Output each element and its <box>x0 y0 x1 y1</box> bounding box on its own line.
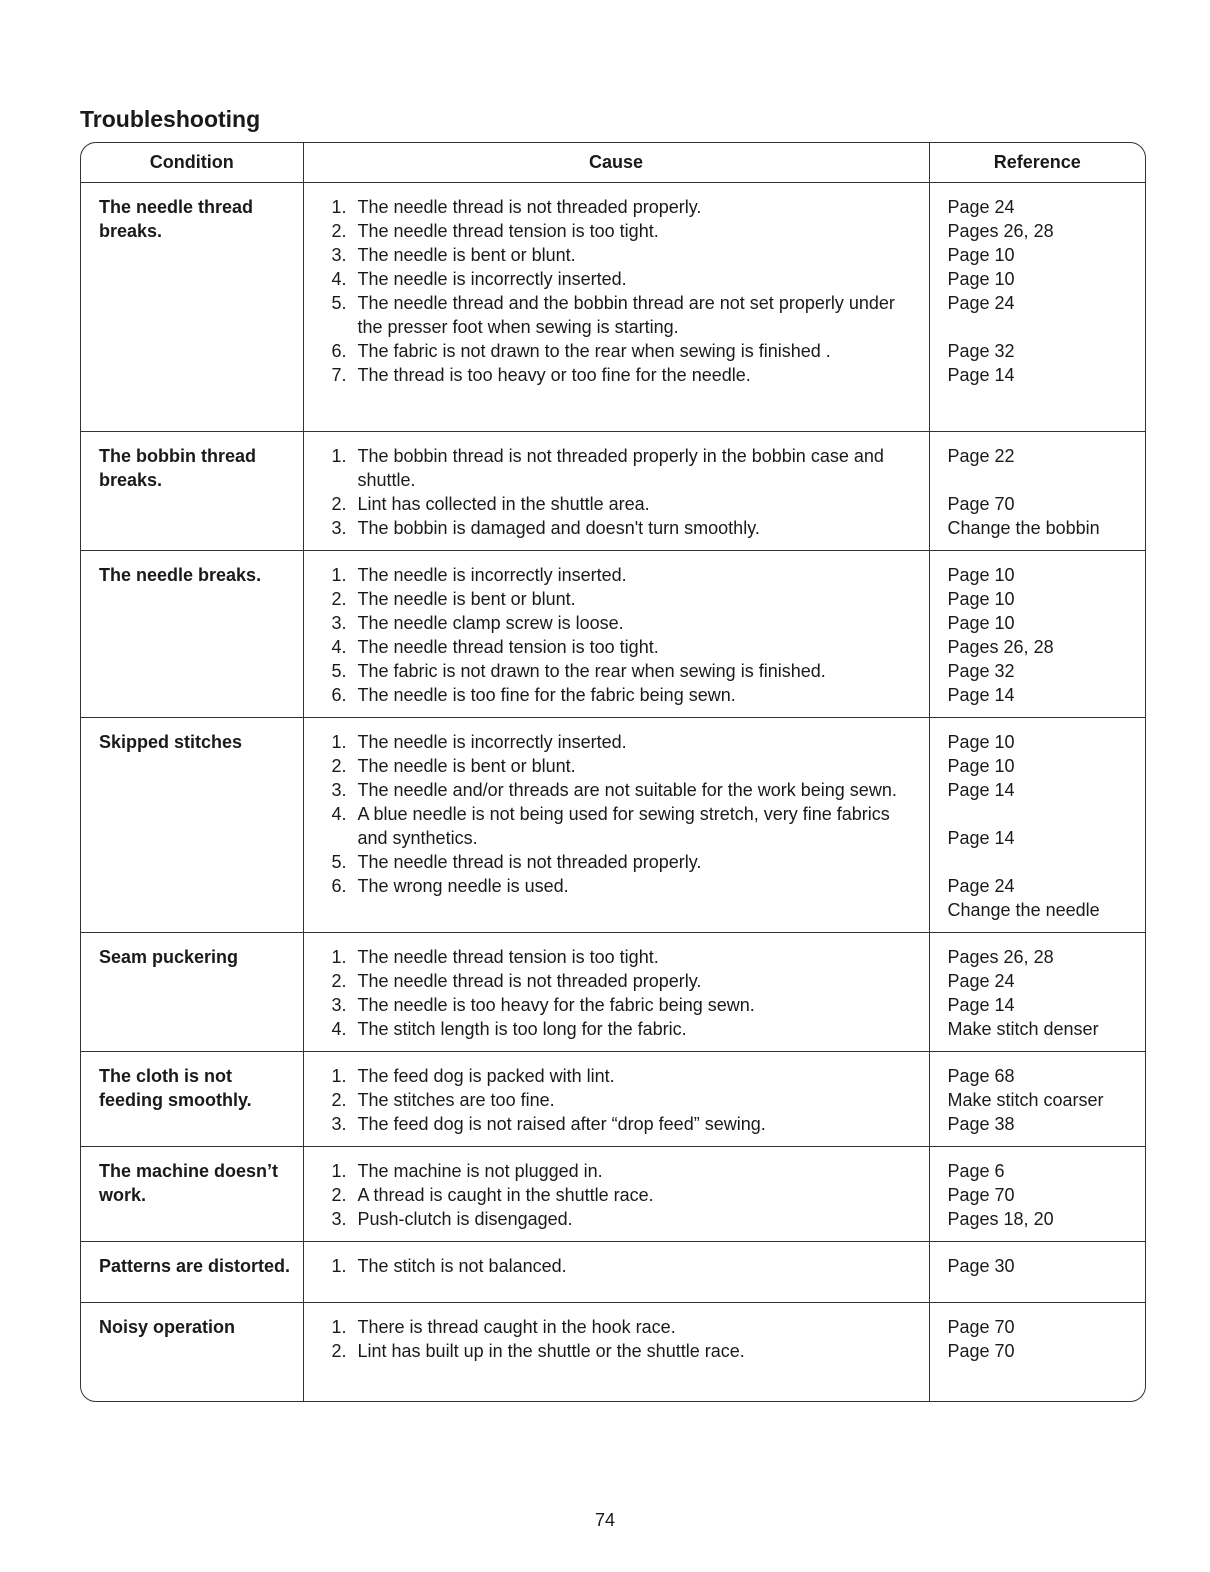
cause-item <box>304 1088 929 1112</box>
cause-text: The needle thread tension is too tight. <box>357 947 659 967</box>
cause-cell <box>303 933 929 1052</box>
cause-number: 3. <box>331 1114 347 1134</box>
cause-item <box>304 339 929 363</box>
reference-item <box>948 468 1146 492</box>
cause-list <box>304 1159 929 1231</box>
cause-list <box>304 1064 929 1136</box>
reference-cell <box>929 718 1145 933</box>
condition-cell: The needle breaks. <box>81 551 303 718</box>
table-row <box>81 1242 1145 1303</box>
cause-item <box>304 363 929 387</box>
reference-item: Page 10 <box>947 269 1015 289</box>
reference-item <box>948 315 1146 339</box>
cause-item <box>304 1112 929 1136</box>
cause-number: 2. <box>331 1090 347 1110</box>
cause-number: 2. <box>331 1341 347 1361</box>
table-row <box>81 933 1145 1052</box>
cause-text: The needle thread tension is too tight. <box>357 637 659 657</box>
cause-text: The stitches are too fine. <box>357 1090 555 1110</box>
page-number: 74 <box>594 1510 616 1530</box>
cause-text: The wrong needle is used. <box>357 876 569 896</box>
cause-text: The feed dog is not raised after “drop feed” sewing. <box>357 1114 766 1134</box>
cause-number: 7. <box>331 365 347 385</box>
cause-text: Lint has built up in the shuttle or the shuttle race. <box>357 1341 745 1361</box>
reference-item: Page 24 <box>947 197 1015 217</box>
cause-number: 4. <box>331 804 347 824</box>
reference-item: Pages 26, 28 <box>947 221 1054 241</box>
cause-number: 5. <box>331 852 347 872</box>
cause-item <box>304 635 929 659</box>
reference-cell <box>929 1303 1145 1402</box>
cause-number: 4. <box>331 637 347 657</box>
cause-item <box>304 219 929 243</box>
table-body <box>81 183 1145 1402</box>
reference-item: Page 10 <box>947 756 1015 776</box>
reference-item: Pages 26, 28 <box>947 947 1054 967</box>
cause-number: 1. <box>331 446 347 466</box>
cause-number: 1. <box>331 565 347 585</box>
cause-item <box>304 492 929 516</box>
reference-cell <box>929 1052 1145 1147</box>
cause-cell <box>303 1052 929 1147</box>
cause-list <box>304 444 929 540</box>
reference-item: Pages 26, 28 <box>947 637 1054 657</box>
reference-item: Page 38 <box>947 1114 1015 1134</box>
cause-text: The needle is incorrectly inserted. <box>357 269 627 289</box>
reference-item: Page 70 <box>947 1341 1015 1361</box>
cause-number: 4. <box>331 1019 347 1039</box>
reference-item: Page 10 <box>947 732 1015 752</box>
cause-number: 1. <box>331 197 347 217</box>
reference-item: Page 24 <box>947 876 1015 896</box>
reference-cell <box>929 1147 1145 1242</box>
cause-item <box>304 1064 929 1088</box>
page-title: Troubleshooting <box>80 106 261 132</box>
cause-item <box>304 778 929 802</box>
cause-text: Lint has collected in the shuttle area. <box>357 494 650 514</box>
reference-item: Page 22 <box>947 446 1015 466</box>
cause-text: Push-clutch is disengaged. <box>357 1209 573 1229</box>
cause-number: 2. <box>331 1185 347 1205</box>
cause-cell <box>303 1147 929 1242</box>
cause-text: The needle is bent or blunt. <box>357 589 576 609</box>
reference-item: Page 70 <box>947 1317 1015 1337</box>
cause-item <box>304 243 929 267</box>
cause-list <box>304 1315 929 1363</box>
table-row <box>81 1147 1145 1242</box>
cause-item <box>304 802 929 850</box>
reference-item: Page 14 <box>947 995 1015 1015</box>
cause-number: 3. <box>331 518 347 538</box>
reference-item: Change the needle <box>947 900 1100 920</box>
table-row <box>81 432 1145 551</box>
cause-item <box>304 1254 929 1278</box>
reference-cell <box>929 432 1145 551</box>
cause-cell <box>303 1303 929 1402</box>
cause-header: Cause <box>303 143 929 183</box>
cause-cell <box>303 718 929 933</box>
cause-item <box>304 1207 929 1231</box>
cause-text: The fabric is not drawn to the rear when sewing is finished. <box>357 661 826 681</box>
cause-item <box>304 850 929 874</box>
condition-cell: Noisy operation <box>81 1303 303 1402</box>
table-row <box>81 718 1145 933</box>
cause-number: 3. <box>331 995 347 1015</box>
cause-number: 6. <box>331 685 347 705</box>
cause-text: The feed dog is packed with lint. <box>357 1066 615 1086</box>
cause-number: 5. <box>331 293 347 313</box>
cause-text: The needle thread is not threaded properly. <box>357 197 702 217</box>
cause-item <box>304 754 929 778</box>
cause-cell <box>303 183 929 432</box>
cause-cell <box>303 1242 929 1303</box>
reference-cell <box>929 183 1145 432</box>
cause-item <box>304 969 929 993</box>
cause-text: The machine is not plugged in. <box>357 1161 603 1181</box>
reference-item: Page 10 <box>947 613 1015 633</box>
reference-item: Page 70 <box>947 494 1015 514</box>
cause-text: The needle thread and the bobbin thread are not set properly under the presser foot when sewing is starting. <box>357 293 895 337</box>
cause-text: The needle is incorrectly inserted. <box>357 565 627 585</box>
cause-number: 1. <box>331 732 347 752</box>
table-row <box>81 1052 1145 1147</box>
condition-cell: Patterns are distorted. <box>81 1242 303 1303</box>
reference-item: Make stitch denser <box>947 1019 1099 1039</box>
cause-item <box>304 1339 929 1363</box>
cause-item <box>304 563 929 587</box>
cause-number: 2. <box>331 494 347 514</box>
reference-item: Make stitch coarser <box>947 1090 1104 1110</box>
cause-item <box>304 611 929 635</box>
cause-text: The needle thread is not threaded properly. <box>357 852 702 872</box>
cause-number: 1. <box>331 947 347 967</box>
cause-text: The needle and/or threads are not suitable for the work being sewn. <box>357 780 897 800</box>
reference-item: Page 24 <box>947 293 1015 313</box>
reference-cell <box>929 551 1145 718</box>
reference-item: Page 10 <box>947 589 1015 609</box>
cause-text: The needle thread tension is too tight. <box>357 221 659 241</box>
cause-list <box>304 730 929 898</box>
cause-item <box>304 659 929 683</box>
cause-number: 1. <box>331 1066 347 1086</box>
reference-cell <box>929 933 1145 1052</box>
cause-item <box>304 267 929 291</box>
cause-text: The needle is too heavy for the fabric being sewn. <box>357 995 755 1015</box>
cause-text: The needle is incorrectly inserted. <box>357 732 627 752</box>
cause-number: 3. <box>331 245 347 265</box>
cause-item <box>304 516 929 540</box>
condition-cell: The bobbin thread breaks. <box>81 432 303 551</box>
reference-header: Reference <box>929 143 1145 183</box>
reference-item: Page 10 <box>947 565 1015 585</box>
cause-text: There is thread caught in the hook race. <box>357 1317 676 1337</box>
cause-list <box>304 563 929 707</box>
reference-item: Page 32 <box>947 661 1015 681</box>
cause-number: 3. <box>331 613 347 633</box>
reference-item: Page 14 <box>947 780 1015 800</box>
cause-text: A thread is caught in the shuttle race. <box>357 1185 654 1205</box>
cause-text: The stitch is not balanced. <box>357 1256 567 1276</box>
reference-item: Pages 18, 20 <box>947 1209 1054 1229</box>
cause-number: 2. <box>331 756 347 776</box>
table-header-row <box>81 143 1145 183</box>
condition-cell: The needle thread breaks. <box>99 197 254 241</box>
reference-item: Page 24 <box>947 971 1015 991</box>
cause-number: 1. <box>331 1256 347 1276</box>
cause-item <box>304 1017 929 1041</box>
cause-text: The needle is bent or blunt. <box>357 756 576 776</box>
cause-number: 6. <box>331 341 347 361</box>
reference-item: Page 14 <box>947 365 1015 385</box>
cause-text: The bobbin thread is not threaded properly in the bobbin case and shuttle. <box>357 446 884 490</box>
reference-item: Page 14 <box>947 685 1015 705</box>
cause-number: 2. <box>331 221 347 241</box>
condition-cell: The cloth is not feeding smoothly. <box>81 1052 303 1147</box>
reference-item: Page 14 <box>947 828 1015 848</box>
reference-item <box>948 802 1146 826</box>
cause-number: 2. <box>331 971 347 991</box>
cause-item <box>304 993 929 1017</box>
cause-cell <box>303 551 929 718</box>
cause-cell <box>303 432 929 551</box>
condition-cell: Skipped stitches <box>81 718 303 933</box>
cause-text: The stitch length is too long for the fabric. <box>357 1019 687 1039</box>
reference-item: Page 68 <box>947 1066 1015 1086</box>
reference-item: Page 70 <box>947 1185 1015 1205</box>
cause-number: 3. <box>331 1209 347 1229</box>
cause-item <box>304 444 929 492</box>
cause-text: The needle is too fine for the fabric being sewn. <box>357 685 736 705</box>
condition-cell: Seam puckering <box>81 933 303 1052</box>
cause-number: 1. <box>331 1161 347 1181</box>
cause-list <box>304 195 929 387</box>
cause-item <box>304 874 929 898</box>
table-row <box>81 1303 1145 1402</box>
cause-item <box>304 1183 929 1207</box>
cause-text: A blue needle is not being used for sewing stretch, very fine fabrics and synthetics. <box>357 804 890 848</box>
cause-list <box>304 945 929 1041</box>
cause-item <box>304 1159 929 1183</box>
cause-text: The needle thread is not threaded properly. <box>357 971 702 991</box>
cause-text: The needle is bent or blunt. <box>357 245 576 265</box>
reference-item: Page 10 <box>947 245 1015 265</box>
cause-item <box>304 683 929 707</box>
reference-item <box>948 850 1146 874</box>
reference-cell <box>929 1242 1145 1303</box>
cause-number: 2. <box>331 589 347 609</box>
condition-cell: The machine doesn’t work. <box>81 1147 303 1242</box>
reference-item: Page 32 <box>947 341 1015 361</box>
cause-text: The thread is too heavy or too fine for the needle. <box>357 365 751 385</box>
cause-item <box>304 291 929 339</box>
cause-text: The fabric is not drawn to the rear when sewing is finished . <box>357 341 831 361</box>
cause-number: 1. <box>331 1317 347 1337</box>
cause-text: The bobbin is damaged and doesn't turn smoothly. <box>357 518 760 538</box>
table-row <box>81 551 1145 718</box>
cause-number: 3. <box>331 780 347 800</box>
troubleshooting-table <box>80 142 1146 1402</box>
cause-item <box>304 1315 929 1339</box>
cause-text: The needle clamp screw is loose. <box>357 613 624 633</box>
reference-item: Page 6 <box>947 1161 1005 1181</box>
cause-item <box>304 587 929 611</box>
cause-number: 6. <box>331 876 347 896</box>
cause-list <box>304 1254 929 1278</box>
cause-number: 5. <box>331 661 347 681</box>
cause-item <box>304 730 929 754</box>
cause-item <box>304 945 929 969</box>
table-row <box>81 183 1145 432</box>
cause-item <box>304 195 929 219</box>
cause-number: 4. <box>331 269 347 289</box>
reference-item: Change the bobbin <box>947 518 1100 538</box>
reference-item: Page 30 <box>947 1256 1015 1276</box>
condition-header: Condition <box>81 143 303 183</box>
